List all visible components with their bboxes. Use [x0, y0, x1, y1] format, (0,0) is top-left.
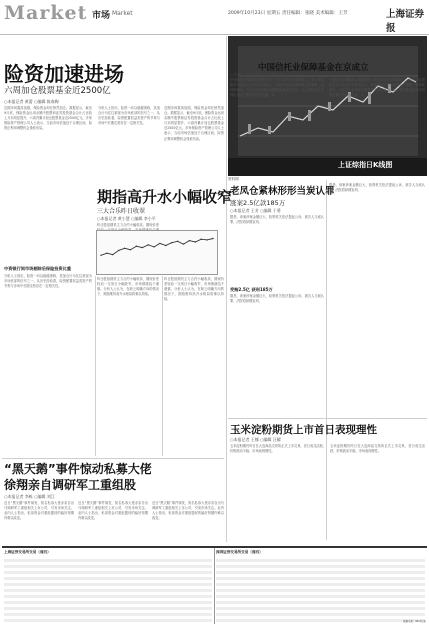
story4-lead: 昨日股指期货主力合约小幅收高，期现价差: [97, 223, 159, 227]
data-point: [130, 249, 131, 250]
table-title-left: 上海证券交易所交易（周四）: [4, 550, 51, 554]
story1-headline: 险资加速进场: [4, 62, 124, 86]
story5-headline-line2: 徐翔亲自调研军工重组股: [4, 478, 137, 492]
table-note: 数据来源：Wind资讯: [403, 620, 426, 623]
story1-byline: ○本报记者 黄蕾 ○编辑 陈春梅: [4, 99, 59, 104]
story6-byline: ○本报记者 王娜 ○编辑 汪耀: [230, 437, 281, 442]
column-divider: [95, 276, 96, 456]
story4-body-col2: 昨日股指期货主力合约小幅收高，期现价差较前一交易日小幅收窄，市场情绪趋于谨慎。分析人士认为，在缺乏明确方向的情况下，期指维持高升水格局将难以持续。: [164, 277, 224, 302]
story5-body-col2: 近日“黑天鹅”事件频发，知名私募大佬亦亲自出马调研军工重组相关上市公司，引发市场关注。业内人士指出，私募资金对重组题材的偏好短期内难以改变。: [78, 501, 148, 521]
story4-body: 昨日股指期货主力合约小幅收高，期现价差较前一交易日小幅收窄，市场情绪趋于谨慎。分析人士认为，在缺乏明确方向的情况下，期指维持高升水格局将难以持续。: [97, 277, 159, 297]
story1-body: 近期市场震荡加剧，保险资金却在悄然加仓。数据显示，截至9月底，保险资金运用余额中股票和证券投资基金合计占比较上月末明显提升，六周内累计加仓股票基金近2500亿元。多家保险资产管理公司人士表示，当前市场估值处于合理区间，险资正利用调整机会逢低布局。: [4, 106, 92, 131]
story3-headline: 老凤仓紧林形形当炭认罪: [230, 186, 335, 197]
story2-body: 中国信托业保障基金有限责任公司日前在北京揭牌成立。该公司注册资本金为人民币115.6亿元，将负责信托业保障基金的筹集、管理和使用，为信托行业风险处置提供流动性支持，标志着信托业市场化风险处置机制迈出关键一步。: [230, 78, 324, 98]
story1-subhead2: 中资银行间市场剔除后保险投资比重: [4, 266, 72, 271]
separator: [2, 458, 224, 459]
column-divider: [162, 276, 163, 456]
paper-name: 上海证券报: [386, 9, 425, 34]
story5-body: 近日“黑天鹅”事件频发，知名私募大佬亦亲自出马调研军工重组相关上市公司，引发市场关注。业内人士指出，私募资金对重组题材的偏好短期内难以改变。: [4, 501, 74, 521]
market-data-table: [2, 546, 427, 626]
story1-body-col2: 分析人士指出，险资一向以稳健著称，其加仓行为往往被视为市场底部的信号之一。从历史经验看，险资配置权益类资产的节奏与市场中长期走势存在一定相关性。: [98, 106, 160, 126]
story3-body-col1b: 据悉，该案涉案金额巨大，检察机关依法提起公诉，被告人当庭认罪，法院将择期宣判。: [230, 294, 324, 304]
data-point: [183, 243, 184, 244]
futures-chart: [96, 230, 218, 275]
table-left-rows: [4, 556, 212, 622]
story1-body-col3: 近期市场震荡加剧，保险资金却在悄然加仓。数据显示，截至9月底，保险资金运用余额中股票和证券投资基金合计占比较上月末明显提升，六周内累计加仓股票基金近2500亿元。多家保险资产管理公司人士表示，当前市场估值处于合理区间，险资正利用调整机会逢低布局。: [164, 106, 224, 141]
data-point: [201, 239, 202, 240]
data-point: [118, 250, 119, 251]
story1-body2: 分析人士指出，险资一向以稳健著称，其加仓行为往往被视为市场底部的信号之一。从历史经验看，险资配置权益类资产的节奏与市场中长期走势存在一定相关性。: [4, 274, 92, 289]
data-point: [153, 246, 154, 247]
separator: [228, 418, 427, 419]
story2-headline: 中国信托业保障基金在京成立: [258, 63, 369, 73]
table-right-rows: [216, 556, 425, 622]
data-point: [212, 238, 213, 239]
story6-body-col2: 玉米淀粉期货昨日在大连商品交易所正式上市交易，首日成交活跃，价格波动平稳，市场表现理性。: [330, 444, 425, 454]
data-point: [136, 246, 137, 247]
data-point: [177, 241, 178, 242]
table-divider: [214, 548, 215, 624]
column-divider: [326, 180, 327, 540]
column-divider: [226, 36, 227, 542]
story4-byline: ○本报记者 黄小慧 ○编辑 李小平: [97, 216, 156, 221]
section-title-en: Market: [4, 2, 88, 24]
data-point: [165, 245, 166, 246]
section-subtitle: Market: [112, 10, 133, 17]
story5-headline-line1: “黑天鹅”事件惊动私募大佬: [4, 462, 152, 476]
data-point: [100, 255, 101, 256]
story5-body-col3: 近日“黑天鹅”事件频发，知名私募大佬亦亲自出马调研军工重组相关上市公司，引发市场关注。业内人士指出，私募资金对重组题材的偏好短期内难以改变。: [152, 501, 224, 521]
data-point: [147, 244, 148, 245]
data-point: [189, 240, 190, 241]
data-point: [206, 239, 207, 240]
story4-subhead: 三大合乐昨日收翠: [97, 208, 146, 215]
data-point: [106, 253, 107, 254]
line-chart: [97, 231, 217, 274]
data-point: [124, 248, 125, 249]
photo-caption: 上证综指日K线图: [338, 161, 393, 169]
story6-body: 玉米淀粉期货昨日在大连商品交易所正式上市交易，首日成交活跃，价格波动平稳，市场表现理性。: [230, 444, 326, 454]
data-point: [142, 247, 143, 248]
section-title-cn: 市场: [92, 11, 111, 21]
data-point: [159, 243, 160, 244]
photo-credit: 资料图: [228, 177, 239, 181]
story2-body-col2: 中国信托业保障基金有限责任公司日前在北京揭牌成立。该公司注册资本金为人民币115.6亿元，将负责信托业保障基金的筹集、管理和使用，为信托行业风险处置提供流动性支持，标志着信托业市场化风险处置机制迈出关键一步。: [329, 78, 425, 98]
story3-subhead2: 受贿2.5亿 获刑185万: [230, 287, 273, 292]
story2-byline: ○本报记者 周鹏峰 ○编辑 孙放: [230, 72, 285, 77]
story1-subhead: 六周加仓股票基金近2500亿: [4, 86, 111, 96]
story5-byline: ○本报记者 李栋 ○编辑 刘江: [4, 494, 55, 499]
story4-headline: 期指高升水小幅收窄: [97, 188, 233, 206]
issue-info: 2009年10月23日 星期五 责任编辑：张晓 美术编辑：王芳: [228, 11, 348, 16]
story3-body: 据悉，该案涉案金额巨大，检察机关依法提起公诉，被告人当庭认罪，法院将择期宣判。: [230, 215, 324, 225]
story6-headline: 玉米淀粉期货上市首日表现理性: [230, 424, 377, 436]
series-line: [101, 239, 213, 256]
story3-byline: ○本报记者 王芳 ○编辑 于勇: [230, 208, 281, 213]
data-point: [195, 241, 196, 242]
masthead: [0, 0, 429, 35]
story3-body-col2: 据悉，该案涉案金额巨大，检察机关依法提起公诉，被告人当庭认罪，法院将择期宣判。: [329, 183, 425, 193]
data-point: [112, 254, 113, 255]
table-title-right: 深圳证券交易所交易（周四）: [216, 550, 263, 554]
story3-subhead: 涨案2.5亿款185万: [230, 199, 286, 207]
data-point: [171, 242, 172, 243]
